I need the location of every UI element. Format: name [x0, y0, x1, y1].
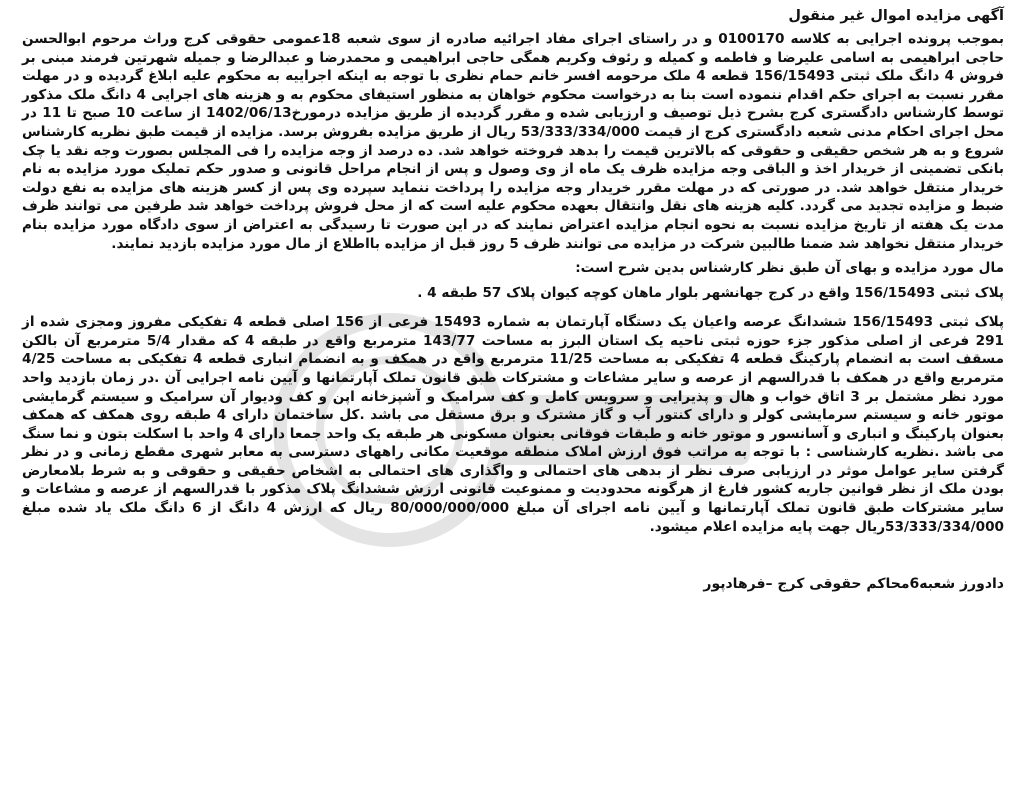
notice-title: آگهی مزایده اموال غیر منقول	[788, 8, 1004, 24]
subject-heading: مال مورد مزایده و بهای آن طبق نظر کارشناس بدین شرح است:	[575, 260, 1004, 277]
spacer	[22, 303, 1004, 313]
intro-paragraph: بموجب پرونده اجرایی به کلاسه 0100170 و در راستای اجرای مفاد اجرائیه صادره از سوی شعبه 18عمومی حقوقی کرج وراث مرحوم ابوالحسن حاجی ابراهیمی به اسامی علیرضا و فاطمه و کمیله و رئوف وکریم همگی حاجی ابراهیمی و محمدرضا و عبدالرضا و جمیله شهرتین فرمند مبنی بر فروش 4 دانگ ملک ثبتی 156/15493 قطعه 4 ملک مرحومه افسر خانم حمام نظری با توجه به اینکه اجراییه به محکوم علیه ابلاغ گردیده و در مهلت مقرر نسبت به اجرای حکم اقدام ننموده است بنا به درخواست محکوم خواهان به منظور استیفای محکوم به و هزینه های اجرایی 4 دانگ ملک مذکور توسط کارشناس دادگستری کرج بشرح ذیل توصیف و ارزیابی شده و مقرر گردیده از طریق مزایده درمورخ1402/06/13 از ساعت 10 صبح تا 11 در محل اجرای احکام مدنی شعبه دادگستری کرج از قیمت 53/333/334/000 ریال از طریق مزایده بفروش برسد. مزایده از قیمت طبق نظریه کارشناس شروع و به هر شخص حقیقی و حقوقی که بالاترین قیمت را بدهد فروخته خواهد شد. ده درصد از وجه مزایده را فی المجلس بصورت وجه نقد یا چک بانکی تضمینی از خریدار اخذ و الباقی وجه مزایده ظرف یک ماه از وی وصول و پس از انجام مراحل قانونی و صدور حکم تملیک مورد مزایده به نام خریدار منتقل خواهد شد. در صورتی که در مهلت مقرر خریدار وجه مزایده را پرداخت ننماید سپرده وی پس از کسر هزینه های مزایده به نفع دولت ضبط و مزایده تجدید می گردد. کلیه هزینه های نقل وانتقال بعهده محکوم علیه است که از محل فروش پرداخت خواهد شد طرفین می توانند ظرف مدت یک هفته از تاریخ مزایده نسبت به نحوه انجام مزایده اعتراض نمایند که در این صورت تا رسیدگی به اعتراض از سوی دادگاه مورد مزایده بنام خریدار منتقل نخواهد شد ضمنا طالبین شرکت در مزایده می توانند ظرف 5 روز قبل از مزایده بااطلاع از مال مورد مزایده بازدید نمایند.	[22, 31, 1005, 252]
signature-line: دادورز شعبه6محاکم حقوقی کرج –فرهادپور	[703, 576, 1004, 593]
property-address: پلاک ثبتی 156/15493 واقع در کرج جهانشهر بلوار ماهان کوچه کیوان پلاک 57 طبقه 4 .	[417, 285, 1004, 302]
property-description-paragraph: پلاک ثبتی 156/15493 ششدانگ عرصه واعیان یک دستگاه آپارتمان به شماره 15493 فرعی از 156 اصلی قطعه 4 تفکیکی مفروز ومجزی شده از 291 فرعی از اصلی مذکور جزء حوزه ثبتی ناحیه یک استان البرز به مساحت 143/77 مترمربع واقع در طبقه 4 که مقدار 5/4 مترمربع آن بالکن مسقف است به انضمام پارکینگ قطعه 4 تفکیکی به مساحت 11/25 مترمربع واقع در همکف و به انضمام انباری قطعه 4 تفکیکی به مساحت 4/25 مترمربع واقع در همکف با قدرالسهم از عرصه و سایر مشاعات و مشترکات طبق قانون تملک آپارتمانها و آیین نامه اجرایی آن .در زمان بازدید واحد مورد نظر مشتمل بر 3 اتاق خواب و هال و پذیرایی و سرویس کامل و کف سرامیک و آشپزخانه اپن و کف ودیوار آن سرامیک و سیستم گرمایشی موتور خانه و سیستم سرمایشی کولر و دارای کنتور آب و گاز مشترک و برق مستقل می باشد .کل ساختمان دارای 4 طبقه روی همکف که همکف بعنوان پارکینگ و انباری و آسانسور و موتور خانه و طبقات فوقانی بعنوان مسکونی هر طبقه یک واحد جمعا دارای 4 واحد با اسکلت بتون و نما سنگ می باشد .نظریه کارشناسی : با توجه به مراتب فوق ارزش املاک منطقه موقعیت مکانی راههای دسترسی به معابر شهری مقطع زمانی و در نظر گرفتن سایر عوامل موثر در ارزیابی صرف نظر از بدهی های احتمالی و واگذاری های احتمالی به اشخاص حقیقی و حقوقی و به شرط بلامعارض بودن ملک از نظر قوانین جاریه کشور فارغ از هرگونه محدودیت و ممنوعیت قانونی ارزش ششدانگ پلاک مذکور با قدرالسهم از عرصه و مشاعات و سایر مشترکات طبق قانون تملک آپارتمانها و آیین نامه اجرای آن مبلغ 80/000/000/000 ریال که ارزش 4 دانگ از 6 دانگ ملک یاد شده مبلغ 53/333/334/000ریال جهت پایه مزایده اعلام میشود.	[22, 314, 1005, 535]
spacer	[22, 536, 1004, 576]
